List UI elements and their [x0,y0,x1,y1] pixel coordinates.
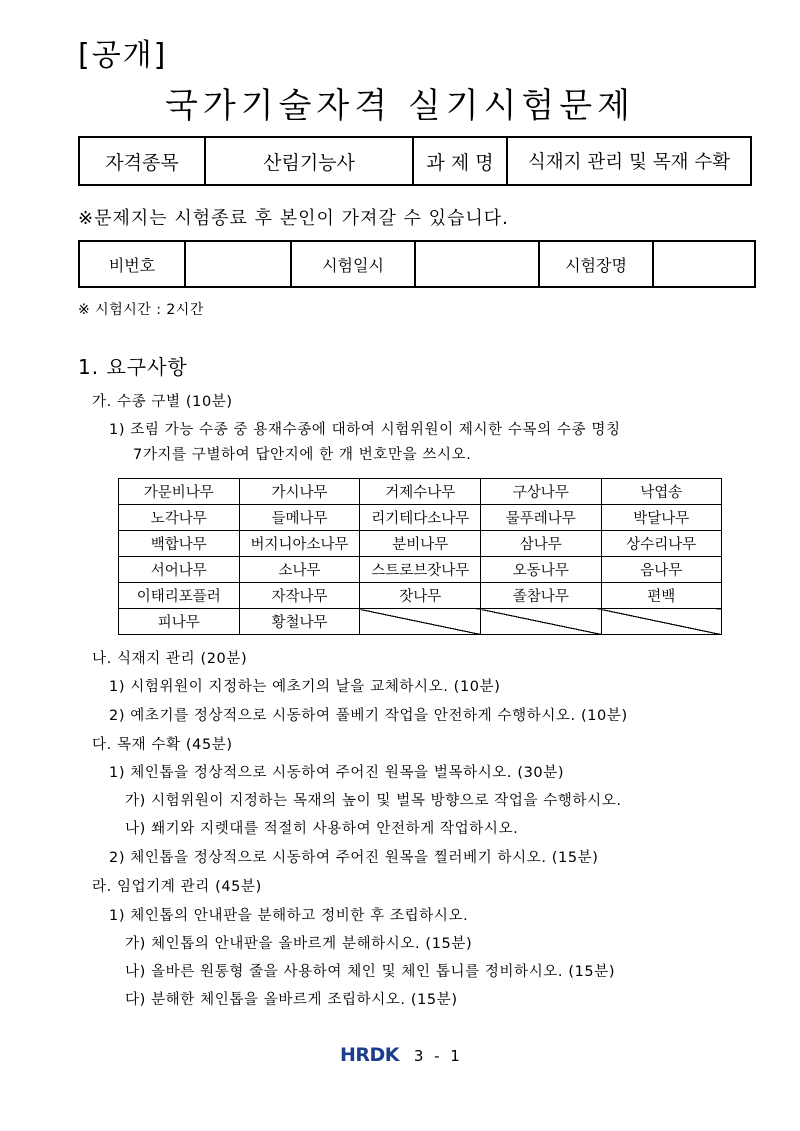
part-d-item1-b: 나) 올바른 원통형 줄을 사용하여 체인 및 체인 톱니를 정비하시오. (15분) [125,964,616,980]
page-footer [340,1044,463,1066]
species-cell: 리기테다소나무 [360,505,481,531]
part-c-item1-b: 나) 쐐기와 지렛대를 적절히 사용하여 안전하게 작업하시오. [125,821,519,837]
empty-crossed-cell [601,609,721,635]
species-cell: 버지니아소나무 [239,531,360,557]
species-cell: 서어나무 [119,557,240,583]
qualification-field-label: 자격종목 [79,137,205,185]
species-cell: 구상나무 [481,479,601,505]
species-cell: 물푸레나무 [481,505,601,531]
exam-number-label: 비번호 [79,241,185,287]
species-cell: 피나무 [119,609,240,635]
species-cell: 음나무 [601,557,721,583]
species-cell: 가시나무 [239,479,360,505]
species-cell: 졸참나무 [481,583,601,609]
table-row [119,505,722,531]
part-b-item1: 1) 시험위원이 지정하는 예초기의 날을 교체하시오. (10분) [109,679,501,695]
table-row [119,557,722,583]
part-c-item2: 2) 체인톱을 정상적으로 시동하여 주어진 원목을 찔러베기 하시오. (15분) [109,850,599,866]
species-cell: 황철나무 [239,609,360,635]
species-cell: 스트로브잣나무 [360,557,481,583]
part-a-item1-line2: 7가지를 구별하여 답안지에 한 개 번호만을 쓰시오. [133,447,472,463]
part-b-title: 나. 식재지 관리 (20분) [92,651,248,667]
exam-place-label: 시험장명 [539,241,653,287]
species-cell: 상수리나무 [601,531,721,557]
table-row [119,609,722,635]
qualification-field-value: 산림기능사 [205,137,413,185]
species-cell: 백합나무 [119,531,240,557]
exam-time: ※ 시험시간 : 2시간 [78,302,204,318]
part-c-item1-a: 가) 시험위원이 지정하는 목재의 높이 및 벌목 방향으로 작업을 수행하시오. [125,793,622,809]
part-c-title: 다. 목재 수확 (45분) [92,737,233,753]
hrdk-logo: HRDK [340,1044,400,1066]
species-cell: 이태리포플러 [119,583,240,609]
empty-crossed-cell [481,609,601,635]
part-d-item1-c: 다) 분해한 체인톱을 올바르게 조립하시오. (15분) [125,992,458,1008]
species-cell: 삼나무 [481,531,601,557]
exam-date-field[interactable] [415,241,539,287]
species-cell: 박달나무 [601,505,721,531]
species-table [118,478,722,635]
part-a-item1-line1: 1) 조림 가능 수종 중 용재수종에 대하여 시험위원이 제시한 수목의 수종 명칭 [109,422,621,438]
document-title: 국가기술자격 실기시험문제 [165,86,635,126]
empty-crossed-cell [360,609,481,635]
section-heading: 1. 요구사항 [78,355,188,379]
part-a-title: 가. 수종 구별 (10분) [92,394,233,410]
qualification-info-table [78,136,752,186]
part-c-item1: 1) 체인톱을 정상적으로 시동하여 주어진 원목을 벌목하시오. (30분) [109,765,565,781]
species-cell: 낙엽송 [601,479,721,505]
exam-date-label: 시험일시 [291,241,415,287]
species-cell: 오동나무 [481,557,601,583]
species-cell: 편백 [601,583,721,609]
exam-number-field[interactable] [185,241,291,287]
part-d-item1-a: 가) 체인톱의 안내판을 올바르게 분해하시오. (15분) [125,936,473,952]
exam-place-field[interactable] [653,241,755,287]
table-row [119,583,722,609]
task-name-value: 식재지 관리 및 목재 수확 [507,137,751,185]
species-cell: 소나무 [239,557,360,583]
species-cell: 잣나무 [360,583,481,609]
exam-info-table [78,240,756,288]
part-d-item1: 1) 체인톱의 안내판을 분해하고 정비한 후 조립하시오. [109,908,469,924]
species-cell: 가문비나무 [119,479,240,505]
species-cell: 거제수나무 [360,479,481,505]
species-cell: 노각나무 [119,505,240,531]
part-d-title: 라. 임업기계 관리 (45분) [92,879,262,895]
table-row [119,479,722,505]
species-cell: 자작나무 [239,583,360,609]
table-row [119,531,722,557]
task-name-label: 과 제 명 [413,137,507,185]
notice-text: ※문제지는 시험종료 후 본인이 가져갈 수 있습니다. [78,208,509,229]
species-cell: 분비나무 [360,531,481,557]
species-cell: 들메나무 [239,505,360,531]
part-b-item2: 2) 예초기를 정상적으로 시동하여 풀베기 작업을 안전하게 수행하시오. (10분) [109,708,628,724]
public-tag: [공개] [78,38,168,73]
page-number: 3 - 1 [413,1047,463,1065]
